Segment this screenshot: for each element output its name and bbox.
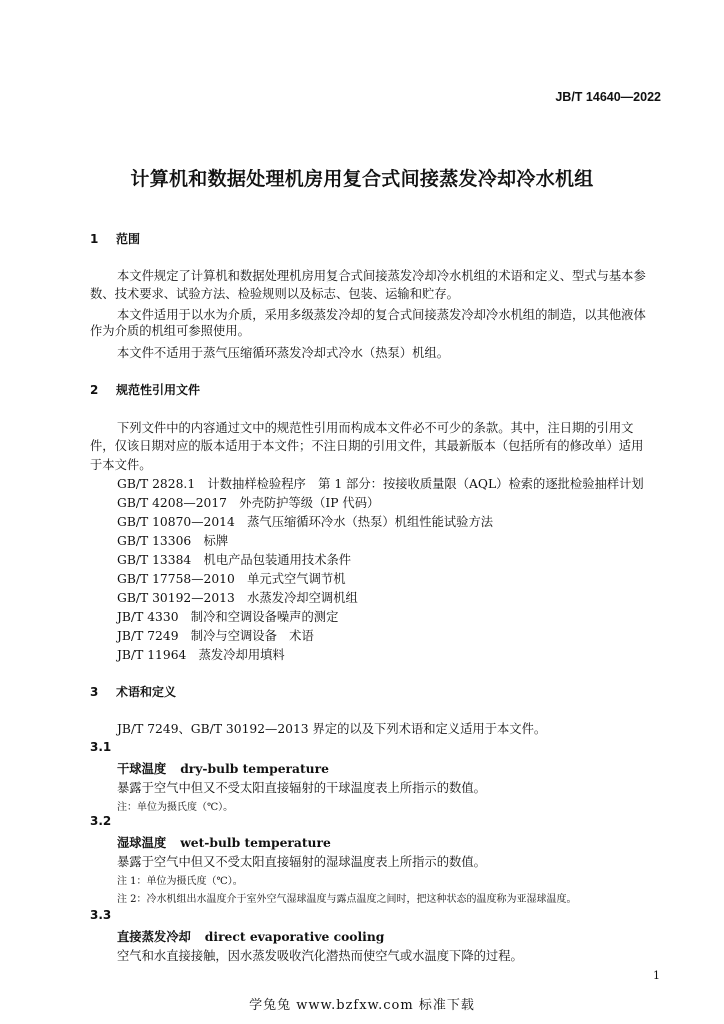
term-heading bbox=[117, 833, 331, 851]
reference-item: GB/T 13384 机电产品包装通用技术条件 bbox=[117, 553, 352, 567]
section-number: 1 bbox=[90, 232, 99, 246]
term-number: 3.1 bbox=[90, 740, 112, 754]
section-2-heading bbox=[90, 381, 200, 398]
section-title: 范围 bbox=[116, 232, 141, 246]
reference-item: GB/T 30192—2013 水蒸发冷却空调机组 bbox=[117, 591, 358, 605]
section-title: 术语和定义 bbox=[116, 685, 177, 699]
term-note: 注：单位为摄氏度（℃）。 bbox=[117, 802, 234, 813]
term-definition: 空气和水直接接触，因水蒸发吸收汽化潜热而使空气或水温度下降的过程。 bbox=[117, 949, 523, 963]
reference-item: JB/T 7249 制冷与空调设备 术语 bbox=[117, 629, 314, 643]
term-note: 注 1：单位为摄氏度（℃）。 bbox=[117, 876, 243, 887]
section-title: 规范性引用文件 bbox=[116, 383, 201, 397]
paragraph-line: JB/T 7249、GB/T 30192—2013 界定的以及下列术语和定义适用于本文件。 bbox=[117, 722, 547, 736]
paragraph-line: 数、技术要求、试验方法、检验规则以及标志、包装、运输和贮存。 bbox=[90, 287, 459, 301]
term-number: 3.2 bbox=[90, 814, 112, 828]
reference-item: GB/T 2828.1 计数抽样检验程序 第 1 部分：按接收质量限（AQL）检索的逐批检验抽样计划 bbox=[117, 477, 644, 491]
term-en: direct evaporative cooling bbox=[204, 929, 385, 944]
term-note: 注 2：冷水机组出水温度介于室外空气湿球温度与露点温度之间时，把这种状态的温度称为亚湿球温度。 bbox=[117, 894, 577, 905]
paragraph-line: 下列文件中的内容通过文中的规范性引用而构成本文件必不可少的条款。其中，注日期的引用文 bbox=[117, 421, 634, 435]
reference-item: GB/T 17758—2010 单元式空气调节机 bbox=[117, 572, 346, 586]
section-number: 2 bbox=[90, 383, 99, 397]
reference-item: JB/T 4330 制冷和空调设备噪声的测定 bbox=[117, 610, 339, 624]
reference-item: GB/T 13306 标牌 bbox=[117, 534, 229, 548]
paragraph-line: 件，仅该日期对应的版本适用于本文件；不注日期的引用文件，其最新版本（包括所有的修改单）适用 bbox=[90, 439, 644, 453]
document-title: 计算机和数据处理机房用复合式间接蒸发冷却冷水机组 bbox=[130, 168, 594, 190]
term-heading bbox=[117, 759, 329, 777]
section-1-heading bbox=[90, 230, 140, 247]
paragraph-line: 本文件规定了计算机和数据处理机房用复合式间接蒸发冷却冷水机组的术语和定义、型式与基本参 bbox=[117, 269, 646, 283]
term-zh: 直接蒸发冷却 bbox=[117, 930, 191, 944]
paragraph-line: 于本文件。 bbox=[90, 458, 152, 472]
paragraph-line: 本文件适用于以水为介质，采用多级蒸发冷却的复合式间接蒸发冷却冷水机组的制造，以其他液体 bbox=[117, 308, 646, 322]
term-en: dry-bulb temperature bbox=[180, 761, 329, 776]
term-number: 3.3 bbox=[90, 908, 112, 922]
term-definition: 暴露于空气中但又不受太阳直接辐射的干球温度表上所指示的数值。 bbox=[117, 781, 486, 795]
reference-item: GB/T 4208—2017 外壳防护等级（IP 代码） bbox=[117, 496, 380, 510]
footer-watermark: 学兔兔 www.bzfxw.com 标准下载 bbox=[249, 998, 475, 1013]
section-number: 3 bbox=[90, 685, 99, 699]
term-heading bbox=[117, 927, 384, 945]
page-number: 1 bbox=[653, 969, 660, 982]
reference-item: JB/T 11964 蒸发冷却用填料 bbox=[117, 648, 285, 662]
section-3-heading bbox=[90, 683, 176, 700]
paragraph-line: 本文件不适用于蒸气压缩循环蒸发冷却式冷水（热泵）机组。 bbox=[117, 346, 450, 360]
term-en: wet-bulb temperature bbox=[180, 835, 331, 850]
term-zh: 干球温度 bbox=[117, 762, 167, 776]
term-definition: 暴露于空气中但又不受太阳直接辐射的湿球温度表上所指示的数值。 bbox=[117, 855, 486, 869]
term-zh: 湿球温度 bbox=[117, 836, 167, 850]
standard-number: JB/T 14640—2022 bbox=[555, 90, 661, 104]
reference-item: GB/T 10870—2014 蒸气压缩循环冷水（热泵）机组性能试验方法 bbox=[117, 515, 494, 529]
paragraph-line: 作为介质的机组可参照使用。 bbox=[90, 324, 250, 338]
